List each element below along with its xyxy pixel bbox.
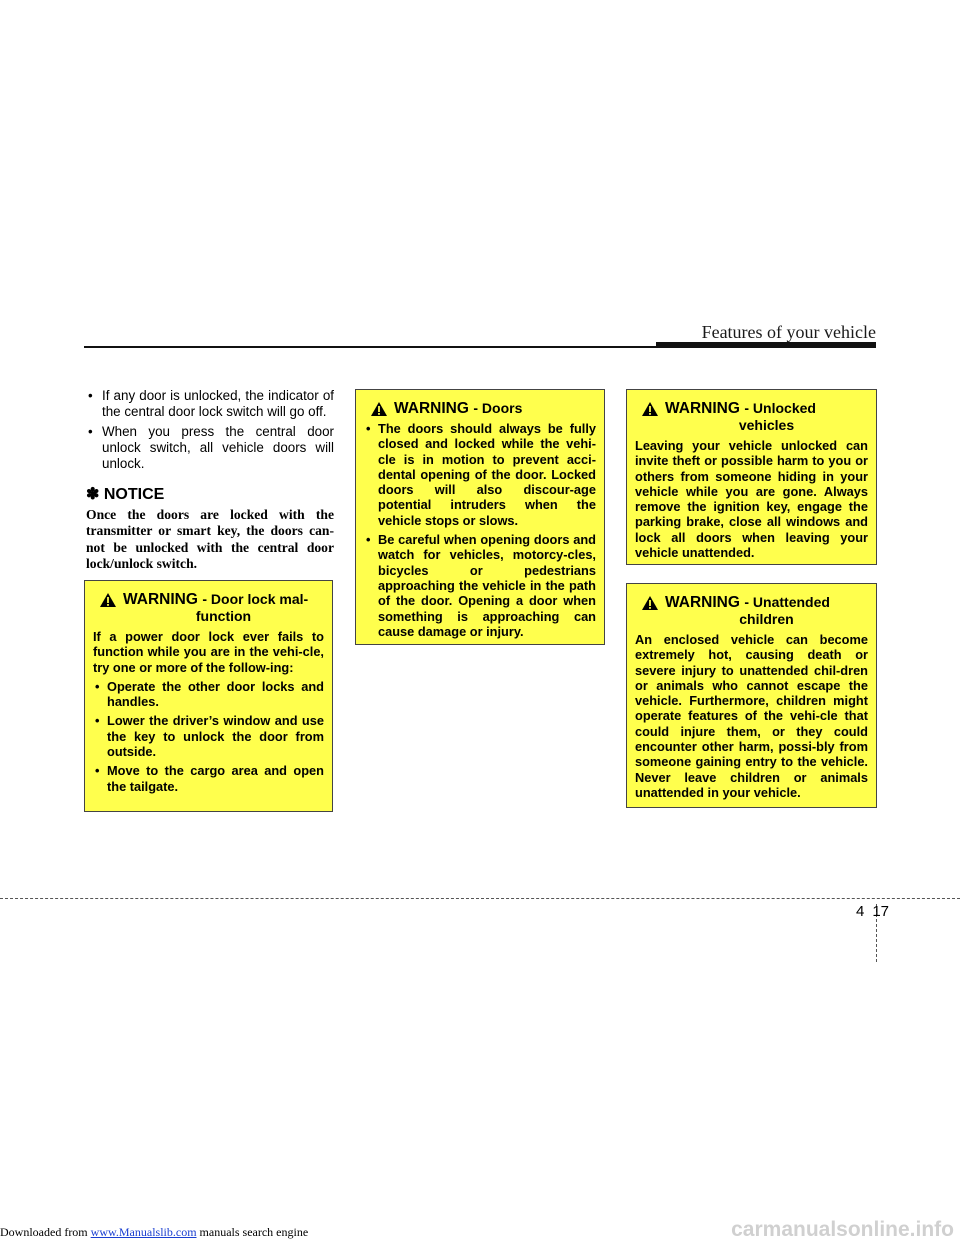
page-header-title: Features of your vehicle — [701, 322, 876, 342]
list-item: • When you press the central door unlock switch, all vehicle doors will unlock. — [88, 424, 334, 471]
list-item: • Be careful when opening doors and watch for vehicles, motorcy-cles, bicycles or pedestrians approaching the vehicle in the path of the door. Opening a door when something is approaching can cause damage or injury. — [366, 532, 596, 639]
column1-bullets — [86, 388, 334, 476]
list-item: • Operate the other door locks and handles. — [95, 678, 324, 710]
warning-box-doors — [355, 389, 605, 645]
warning-box-unattended-children — [626, 583, 877, 808]
warning-triangle-icon — [641, 401, 659, 421]
watermark: carmanualsonline.info — [731, 1218, 954, 1241]
notice-body: Once the doors are locked with the transmitter or smart key, the doors can-not be unlocked with the central door lock/unlock switch. — [86, 507, 334, 572]
page-footer-rule — [0, 898, 960, 899]
warning-triangle-icon — [99, 592, 117, 612]
warning-heading: WARNING - Unlocked vehicles — [635, 400, 868, 434]
list-item: • Lower the driver’s window and use the key to unlock the door from outside. — [95, 713, 324, 760]
warning-triangle-icon — [370, 401, 388, 421]
list-item: • The doors should always be fully closed and locked while the vehi-cle is in motion to prevent acci-dental opening of the door. Locked doors will also discour-age potential intruders when the vehicle stops or slows. — [366, 421, 596, 528]
notice-title: ✽ NOTICE — [86, 486, 165, 503]
warning-box-unlocked-vehicles — [626, 389, 877, 565]
warning-body: An enclosed vehicle can become extremely hot, causing death or severe injury to unattended chil-dren or animals who cannot escape the vehicle. Furthermore, children might operate features of the vehi-cle that could injure them, or they could encounter other harm, possi-bly from someone gaining entry to the vehicle. Never leave children or animals unattended in your vehicle. — [635, 632, 868, 800]
warning-body: If a power door lock ever fails to function while you are in the vehi-cle, try one or more of the follow-ing: — [93, 629, 324, 675]
list-item: • If any door is unlocked, the indicator of the central door lock switch will go off. — [88, 388, 334, 419]
manualslib-link[interactable]: www.Manualslib.com — [90, 1225, 197, 1239]
warning-body: Leaving your vehicle unlocked can invite theft or possible harm to you or others from someone hiding in your vehicle while you are gone. Always remove the ignition key, engage the parking brake, close all windows and lock all doors when leaving your vehicle unattended. — [635, 438, 868, 561]
warning-heading: WARNING - Doors — [364, 400, 596, 417]
download-footer: Downloaded from www.Manualslib.com manuals search engine — [0, 1225, 309, 1239]
page-number: 4 17 — [856, 903, 890, 920]
warning-triangle-icon — [641, 595, 659, 615]
warning-heading: WARNING - Unattended children — [635, 594, 868, 628]
list-item: • Move to the cargo area and open the tailgate. — [95, 763, 324, 794]
header-rule-accent — [656, 342, 876, 348]
warning-box-door-lock — [84, 580, 333, 812]
warning-heading: WARNING - Door lock mal- function — [93, 591, 324, 625]
